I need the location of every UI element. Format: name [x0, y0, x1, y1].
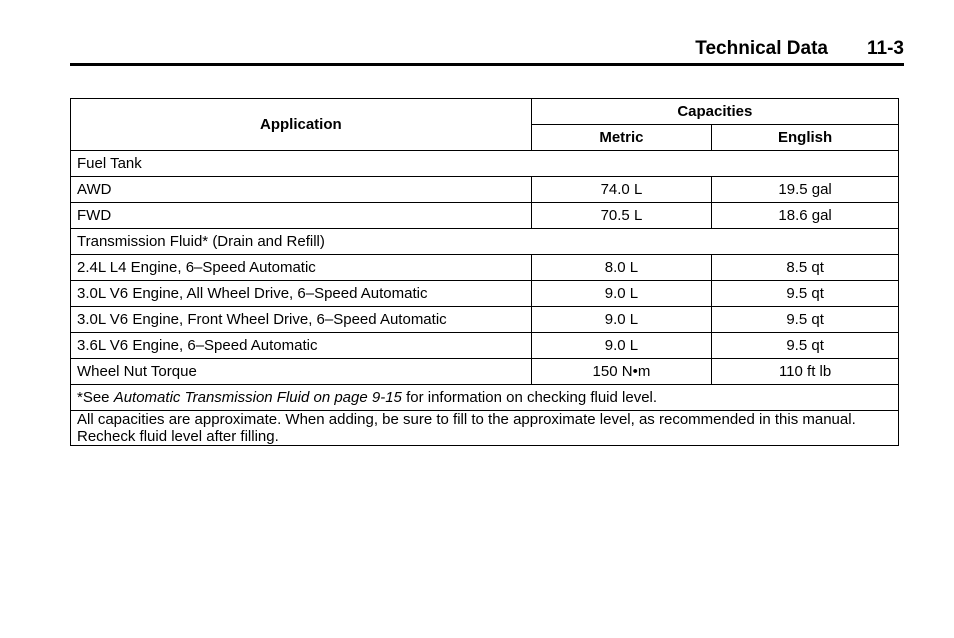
capacities-table — [70, 98, 899, 446]
row-english: 18.6 gal — [712, 203, 899, 229]
row-english: 8.5 qt — [712, 255, 899, 281]
header-metric: Metric — [531, 125, 712, 151]
header-english: English — [712, 125, 899, 151]
page-header — [70, 38, 904, 64]
row-english: 9.5 qt — [712, 333, 899, 359]
page-number: 11-3 — [867, 38, 904, 59]
row-metric: 8.0 L — [531, 255, 712, 281]
row-name: Wheel Nut Torque — [71, 359, 532, 385]
table-row — [71, 281, 899, 307]
row-metric: 9.0 L — [531, 281, 712, 307]
table-row — [71, 333, 899, 359]
row-name: FWD — [71, 203, 532, 229]
row-english: 9.5 qt — [712, 281, 899, 307]
row-metric: 9.0 L — [531, 307, 712, 333]
row-english: 19.5 gal — [712, 177, 899, 203]
footnote — [71, 385, 899, 411]
footnote-link[interactable]: Automatic Transmission Fluid on page 9‑15 — [113, 389, 402, 406]
footnote-row — [71, 385, 899, 411]
table-header-row — [71, 99, 899, 125]
section-row-transmission — [71, 229, 899, 255]
table-row — [71, 307, 899, 333]
row-metric: 70.5 L — [531, 203, 712, 229]
row-english: 110 ft lb — [712, 359, 899, 385]
capacity-note: All capacities are approximate. When adding, be sure to fill to the approximate level, as recommended in this manual. Recheck fluid level after filling. — [71, 411, 899, 446]
section-row-fuel-tank — [71, 151, 899, 177]
row-name: 3.0L V6 Engine, Front Wheel Drive, 6–Speed Automatic — [71, 307, 532, 333]
header-capacities: Capacities — [531, 99, 898, 125]
row-name: 3.0L V6 Engine, All Wheel Drive, 6–Speed Automatic — [71, 281, 532, 307]
section-label: Fuel Tank — [71, 151, 899, 177]
header-application: Application — [71, 99, 532, 151]
row-name: AWD — [71, 177, 532, 203]
row-name: 3.6L V6 Engine, 6–Speed Automatic — [71, 333, 532, 359]
table-row — [71, 177, 899, 203]
row-metric: 9.0 L — [531, 333, 712, 359]
row-name: 2.4L L4 Engine, 6–Speed Automatic — [71, 255, 532, 281]
row-english: 9.5 qt — [712, 307, 899, 333]
section-title: Technical Data — [695, 38, 828, 59]
table-row-wheel-nut-torque — [71, 359, 899, 385]
row-metric: 150 N•m — [531, 359, 712, 385]
section-label: Transmission Fluid* (Drain and Refill) — [71, 229, 899, 255]
header-rule — [70, 63, 904, 66]
footnote-prefix: *See — [77, 389, 114, 406]
table-row — [71, 255, 899, 281]
footnote-suffix: for information on checking fluid level. — [401, 389, 658, 406]
table-row — [71, 203, 899, 229]
row-metric: 74.0 L — [531, 177, 712, 203]
note-row — [71, 411, 899, 446]
